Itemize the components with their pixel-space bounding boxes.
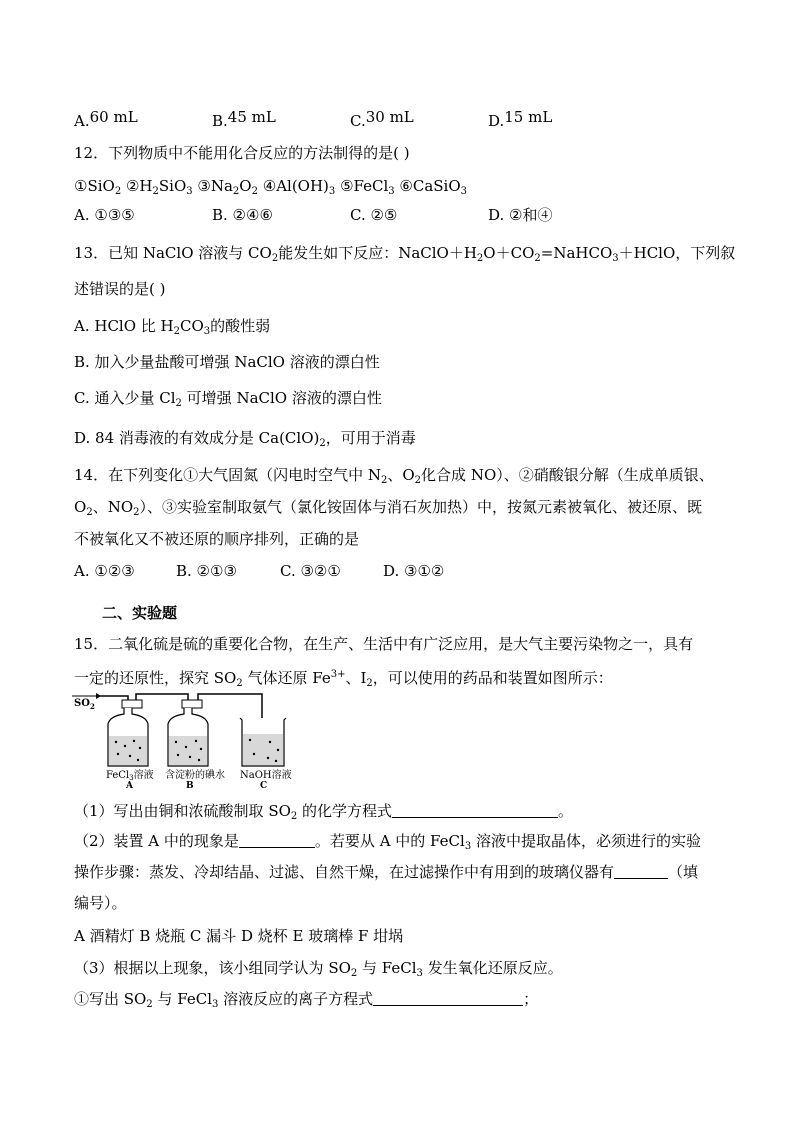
letter-b: B	[186, 781, 194, 790]
q11-options	[74, 106, 734, 132]
q12-stem: 12．下列物质中不能用化合反应的方法制得的是( )	[74, 144, 410, 162]
q13-option-d	[74, 427, 734, 455]
q14-option-b: B. ②①③	[176, 562, 237, 580]
letter-c: C	[260, 781, 268, 790]
q13-d-sub: 2	[319, 438, 326, 449]
q13-text: =NaHCO	[540, 244, 613, 262]
q15-p1-answer-blank[interactable]	[392, 802, 558, 818]
q13-c-text: C. 通入少量 Cl	[74, 389, 176, 407]
q15-p1-text: （1）写出由铜和浓硫酸制取 SO	[74, 802, 291, 820]
q12-item-text: ⑥CaSiO	[394, 177, 461, 195]
q15-p31-text: ①写出 SO	[74, 990, 147, 1008]
q14-options	[74, 560, 734, 582]
q15-part2-line3: 编号）。	[74, 894, 127, 912]
q13-sub: 2	[271, 253, 279, 264]
q15-line1: 15．二氧化硫是硫的重要化合物，在生产、生活中有广泛应用，是大气主要污染物之一，具有	[74, 635, 694, 653]
q15-part3	[74, 957, 734, 985]
q15-p3-text: （3）根据以上现象，该小组同学认为 SO	[74, 959, 351, 977]
q13-text: O＋CO	[483, 244, 535, 262]
label-a: FeCl$_3$溶液	[106, 770, 154, 782]
q14-sub: 2	[414, 475, 422, 486]
beaker-c	[240, 718, 286, 766]
q11-option-b-value: 45 mL	[227, 108, 276, 126]
q14-line1	[74, 464, 734, 492]
q15-p3-text: 与 FeCl	[357, 959, 417, 977]
q15-p2-text: 操作步骤：蒸发、冷却结晶、过滤、自然干燥，在过滤操作中有用到的玻璃仪器有	[74, 863, 615, 881]
q14-sub: 2	[133, 507, 140, 518]
q13-a-sub: 3	[203, 326, 211, 337]
q13-sub: 2	[534, 253, 541, 264]
q14-line3: 不被氧化又不被还原的顺序排列，正确的是	[74, 530, 360, 548]
q15-text: 气体还原 Fe	[242, 669, 331, 687]
letter-a: A	[126, 781, 133, 790]
q13-option-b: B. 加入少量盐酸可增强 NaClO 溶液的漂白性	[74, 353, 380, 371]
q12-item-sub: 3	[328, 186, 336, 197]
q15-p2-text: 溶液中提取晶体，必须进行的实验	[471, 832, 701, 850]
q12-option-c: C. ②⑤	[350, 206, 398, 224]
q12-item-text: O	[239, 177, 252, 195]
q12-item-sub: 3	[460, 186, 468, 197]
q15-part2-line1	[74, 830, 734, 858]
q15-p3-sub: 3	[416, 968, 423, 979]
bottle-b-liquid	[169, 736, 207, 765]
q14-text: ）、③实验室制取氨气（氯化铵固体与消石灰加热）中，按氮元素被氧化、被还原、既	[139, 498, 703, 516]
q15-sup: 3+	[330, 669, 346, 680]
q15-p31-sub: 3	[212, 999, 219, 1010]
q11-option-d-letter: D.	[488, 112, 505, 130]
q15-p1-text: 。	[558, 802, 574, 820]
label-c: NaOH溶液	[240, 770, 292, 781]
q13-sub: 2	[476, 253, 484, 264]
q12-item-text: SiO	[158, 177, 187, 195]
q15-text: 一定的还原性，探究 SO	[74, 669, 237, 687]
q15-p1-sub: 2	[290, 811, 298, 822]
q12-item-text: ④Al(OH)	[257, 177, 329, 195]
q11-option-a-value: 60 mL	[89, 108, 138, 126]
q12-items	[74, 175, 734, 203]
q12-item-text: ⑤FeCl	[335, 177, 389, 195]
q15-sub: 2	[366, 678, 373, 689]
q15-p2-instruments-blank[interactable]	[614, 863, 668, 879]
q14-sub: 2	[380, 475, 388, 486]
q15-p3-sub: 2	[350, 968, 358, 979]
q11-option-d-value: 15 mL	[504, 108, 553, 126]
bottle-a-liquid	[109, 736, 147, 765]
q15-p31-text: 溶液反应的离子方程式	[218, 990, 374, 1008]
q14-sub: 2	[86, 507, 93, 518]
q13-d-text: D. 84 消毒液的有效成分是 Ca(ClO)	[74, 429, 320, 447]
q13-c-text: 可增强 NaClO 溶液的漂白性	[181, 389, 382, 407]
q15-p1-text: 的化学方程式	[297, 802, 393, 820]
q13-sub: 3	[612, 253, 619, 264]
q12-item-sub: 3	[186, 186, 193, 197]
bottle-a-stopper	[122, 700, 142, 708]
q13-a-text: CO	[180, 317, 204, 335]
q12-item-text: ③Na	[192, 177, 233, 195]
q11-option-c-letter: C.	[350, 112, 366, 130]
q12-item-sub: 2	[251, 186, 258, 197]
q15-text: 、I	[345, 669, 367, 687]
q12-item-text: ①SiO	[74, 177, 115, 195]
q13-option-c	[74, 387, 734, 415]
q13-text: ＋HClO，下列叙	[618, 244, 736, 262]
q15-p2-text: （2）装置 A 中的现象是	[74, 832, 239, 850]
q12-item-sub: 3	[388, 186, 395, 197]
q12-option-d: D. ②和④	[488, 206, 553, 224]
q13-a-sub: 2	[173, 326, 181, 337]
q15-p3-text: 发生氧化还原反应。	[422, 959, 563, 977]
apparatus-diagram	[70, 690, 310, 790]
q15-text: ，可以使用的药品和装置如图所示：	[372, 669, 613, 687]
q15-sub: 2	[236, 678, 243, 689]
q11-option-b-letter: B.	[212, 112, 228, 130]
q14-option-a: A. ①②③	[74, 562, 135, 580]
q14-text: 、O	[387, 466, 415, 484]
q13-stem-line2: 述错误的是( )	[74, 280, 166, 298]
q14-text: 14．在下列变化①大气固氮（闪电时空气中 N	[74, 466, 381, 484]
section-title: 二、实验题	[102, 604, 178, 622]
label-b: 含淀粉的碘水	[165, 770, 225, 781]
q13-d-text: ，可用于消毒	[325, 429, 416, 447]
q14-option-c: C. ③②①	[280, 562, 341, 580]
q12-item-text: ②H	[121, 177, 153, 195]
q13-stem	[74, 242, 734, 270]
q14-option-d: D. ③①②	[383, 562, 445, 580]
q15-p2-text: （填	[668, 863, 699, 881]
q14-line2	[74, 496, 734, 524]
q13-a-text: A. HClO 比 H	[74, 317, 174, 335]
q15-p2-sub: 3	[464, 841, 472, 852]
q14-text: 化合成 NO）、②硝酸银分解（生成单质银、	[421, 466, 714, 484]
q12-item-sub: 2	[152, 186, 159, 197]
q15-p2-text: 。若要从 A 中的 FeCl	[314, 832, 465, 850]
q15-instruments: A 酒精灯 B 烧瓶 C 漏斗 D 烧杯 E 玻璃棒 F 坩埚	[74, 927, 404, 945]
q12-option-a: A. ①③⑤	[74, 206, 135, 224]
q14-text: 、NO	[92, 498, 134, 516]
q13-text: 能发生如下反应：NaClO＋H	[278, 244, 477, 262]
q15-p31-answer-blank[interactable]	[373, 990, 523, 1006]
q13-text: 13．已知 NaClO 溶液与 CO	[74, 244, 272, 262]
q11-option-c-value: 30 mL	[365, 108, 414, 126]
q12-item-sub: 2	[114, 186, 122, 197]
q12-options	[74, 204, 734, 226]
q15-p31-text: 与 FeCl	[152, 990, 212, 1008]
q13-c-sub: 2	[175, 398, 182, 409]
bottle-b-stopper	[182, 700, 202, 708]
q13-a-text: 的酸性弱	[210, 317, 271, 335]
so2-gas-label: $SO_2$	[74, 698, 95, 711]
q15-p31-text: ；	[523, 990, 539, 1008]
q11-option-a-letter: A.	[74, 112, 90, 130]
q15-part3-1	[74, 988, 734, 1016]
q12-option-b: B. ②④⑥	[212, 206, 273, 224]
q13-option-a	[74, 315, 734, 343]
q15-part1	[74, 800, 734, 828]
q15-p2-answer-blank[interactable]	[239, 832, 315, 848]
q15-p31-sub: 2	[146, 999, 153, 1010]
q12-item-sub: 2	[232, 186, 240, 197]
q15-part2-line2	[74, 861, 734, 883]
q14-text: O	[74, 498, 87, 516]
